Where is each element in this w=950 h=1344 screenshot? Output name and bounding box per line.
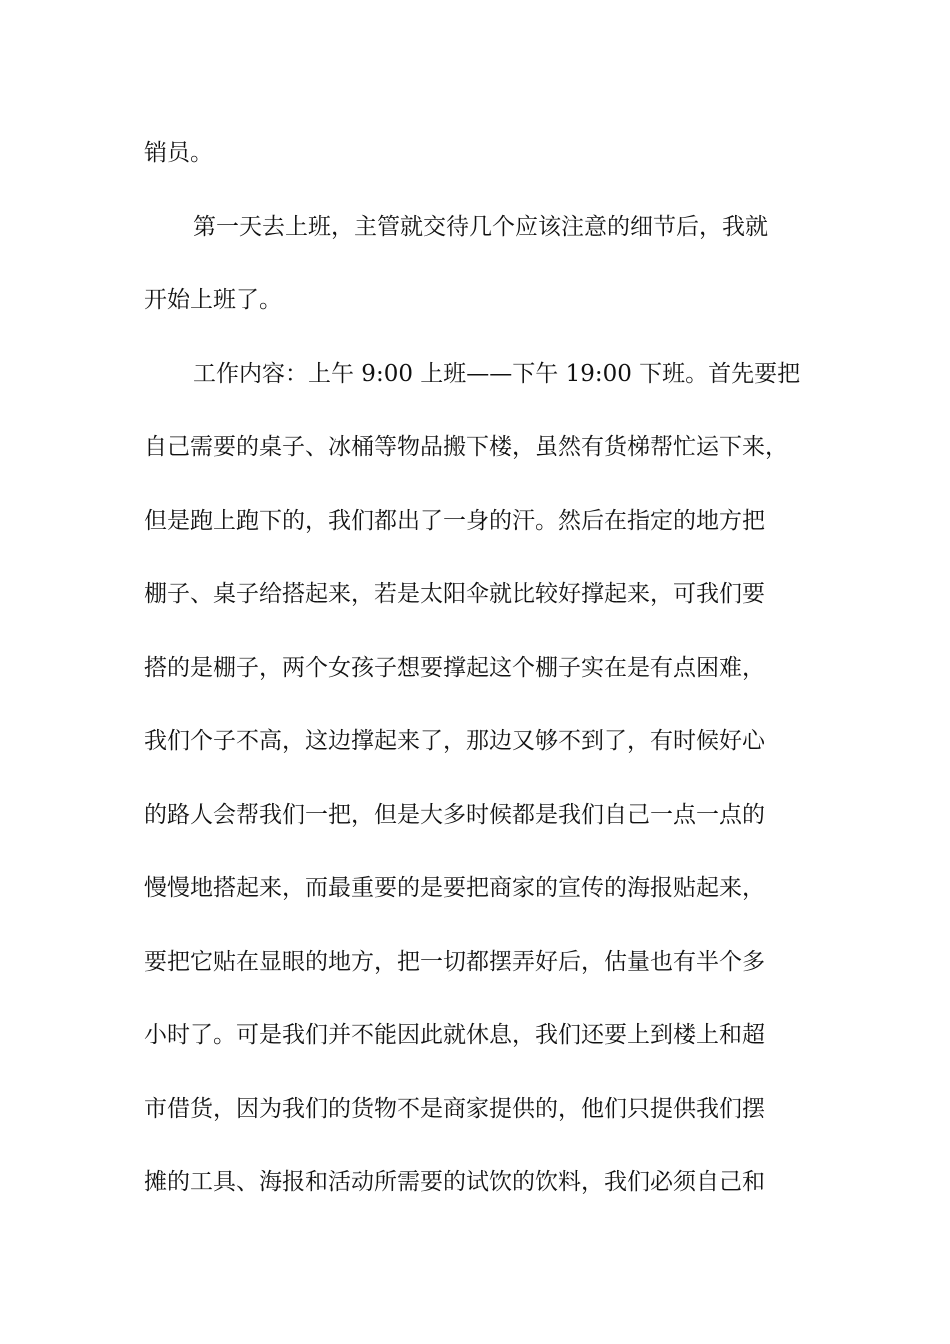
text-line: 摊的工具、海报和活动所需要的试饮的饮料，我们必须自己和 xyxy=(144,1169,765,1195)
text-line: 市借货，因为我们的货物不是商家提供的，他们只提供我们摆 xyxy=(144,1095,765,1122)
text-line: 的路人会帮我们一把，但是大多时候都是我们自己一点一点的 xyxy=(144,801,765,828)
paragraph-first-line: 第一天去上班，主管就交待几个应该注意的细节后，我就 xyxy=(193,213,768,240)
text-line: 开始上班了。 xyxy=(144,287,282,313)
body-text xyxy=(144,129,824,1232)
text-line: 自己需要的桌子、冰桶等物品搬下楼，虽然有货梯帮忙运下来， xyxy=(144,434,788,460)
text-line: 要把它贴在显眼的地方，把一切都摆弄好后，估量也有半个多 xyxy=(144,948,765,975)
text-line: 棚子、桌子给搭起来，若是太阳伞就比较好撑起来，可我们要 xyxy=(144,581,765,607)
text-line: 慢慢地搭起来，而最重要的是要把商家的宣传的海报贴起来， xyxy=(144,875,765,901)
text-line: 搭的是棚子，两个女孩子想要撑起这个棚子实在是有点困难， xyxy=(144,654,765,681)
paragraph-first-line: 工作内容：上午 9:00 上班——下午 19:00 下班。首先要把 xyxy=(193,360,801,387)
text-line: 小时了。可是我们并不能因此就休息，我们还要上到楼上和超 xyxy=(144,1022,765,1048)
text-line: 销员。 xyxy=(144,140,213,166)
text-line: 我们个子不高，这边撑起来了，那边又够不到了，有时候好心 xyxy=(144,728,765,754)
text-line: 但是跑上跑下的，我们都出了一身的汗。然后在指定的地方把 xyxy=(144,507,765,534)
